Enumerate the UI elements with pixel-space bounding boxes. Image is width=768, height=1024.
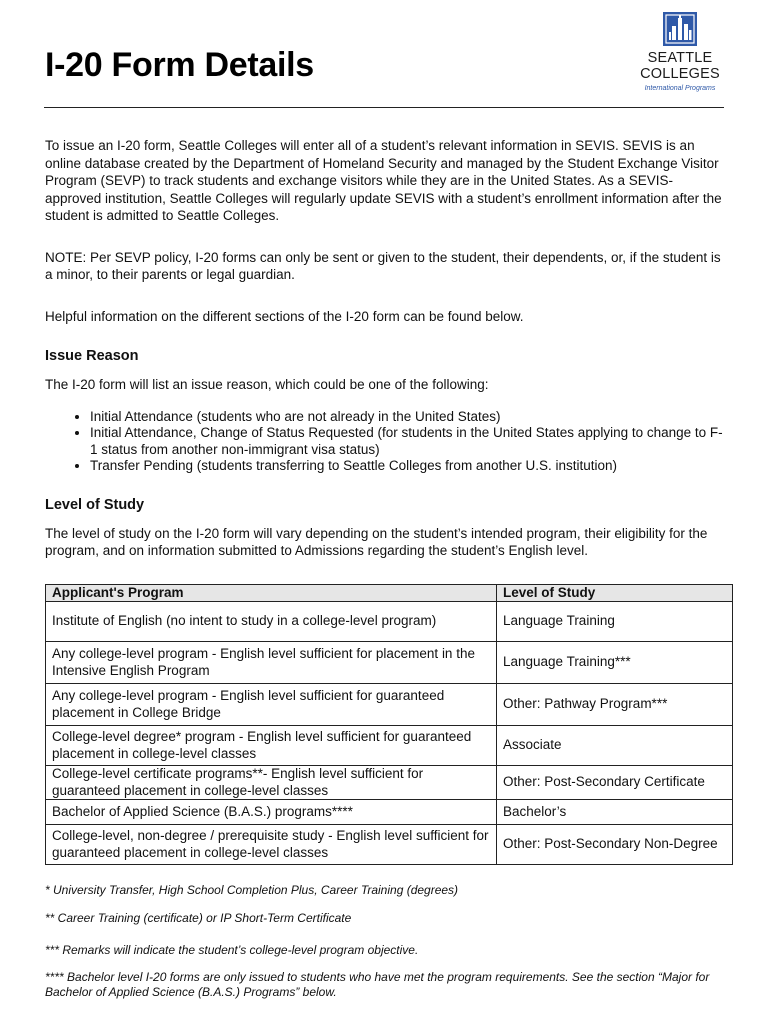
table-row [46,825,733,865]
page-title: I-20 Form Details [45,46,314,84]
footnote: * University Transfer, High School Completion Plus, Career Training (degrees) [45,883,459,897]
level-of-study-table [45,584,733,866]
program-cell: Any college-level program - English level sufficient for guaranteed placement in College Bridge [46,684,497,726]
issue-reason-intro: The I-20 form will list an issue reason, which could be one of the following: [45,377,489,392]
table-row [46,602,733,642]
level-cell: Other: Post-Secondary Certificate [497,766,733,800]
level-of-study-intro: The level of study on the I-20 form will vary depending on the student’s intended program, their eligibility for the program, and on information submitted to Admissions regarding the student’s English level. [45,525,708,558]
program-cell: Any college-level program - English level sufficient for placement in the Intensive English Program [46,642,497,684]
program-cell: College-level, non-degree / prerequisite study - English level sufficient for guaranteed placement in college-level classes [46,825,497,865]
level-cell: Language Training*** [497,642,733,684]
header-divider [44,107,724,108]
program-cell: College-level certificate programs**- English level sufficient for guaranteed placement in college-level classes [46,766,497,800]
level-of-study-heading: Level of Study [45,496,145,513]
footnote: *** Remarks will indicate the student’s college-level program objective. [45,943,419,957]
level-cell: Bachelor’s [497,800,733,825]
program-cell: Institute of English (no intent to study in a college-level program) [46,602,497,642]
level-cell: Other: Post-Secondary Non-Degree [497,825,733,865]
level-cell: Other: Pathway Program*** [497,684,733,726]
list-item: • Initial Attendance, Change of Status Requested (for students in the United States applying to change to F-1 status from another non-immigrant visa status) [90,425,725,458]
table-row [46,726,733,766]
seattle-colleges-logo [636,12,724,92]
column-header-level: Level of Study [497,584,733,602]
level-cell: Associate [497,726,733,766]
list-item: • Initial Attendance (students who are not already in the United States) [90,409,725,426]
logo-text-seattle: SEATTLE [647,50,713,66]
document-body [45,137,725,1000]
logo-text-colleges: COLLEGES [640,66,720,82]
table-row [46,800,733,825]
footnote: ** Career Training (certificate) or IP Short-Term Certificate [45,911,352,925]
column-header-program: Applicant's Program [46,584,497,602]
program-cell: Bachelor of Applied Science (B.A.S.) programs**** [46,800,497,825]
list-item: • Transfer Pending (students transferring to Seattle Colleges from another U.S. institution) [90,458,725,475]
table-row [46,766,733,800]
issue-reason-heading: Issue Reason [45,348,139,364]
level-cell: Language Training [497,602,733,642]
intro-paragraph: To issue an I-20 form, Seattle Colleges will enter all of a student’s relevant information in SEVIS. SEVIS is an online database created by the Department of Homeland Security and managed by the Student Exchange Visitor Program (SEVP) to track students and exchange visitors while they are in the United States. As a SEVIS-approved institution, Seattle Colleges will regularly update SEVIS with a student’s enrollment information after the student is admitted to Seattle Colleges. [45,138,722,223]
helpful-paragraph: Helpful information on the different sections of the I-20 form can be found below. [45,308,524,324]
footnotes [45,883,725,1000]
seattle-colleges-logo-icon [663,12,697,46]
footnote: **** Bachelor level I-20 forms are only issued to students who have met the program requirements. See the section “Major for Bachelor of Applied Science (B.A.S.) Programs” below. [45,970,710,999]
note-paragraph: NOTE: Per SEVP policy, I-20 forms can only be sent or given to the student, their dependents, or, if the student is a minor, to their parents or legal guardian. [45,249,721,282]
table-row [46,642,733,684]
logo-subtitle: International Programs [644,85,716,92]
program-cell: College-level degree* program - English level sufficient for guaranteed placement in college-level classes [46,726,497,766]
issue-reason-list [45,409,725,475]
table-header-row [46,584,733,602]
table-row [46,684,733,726]
